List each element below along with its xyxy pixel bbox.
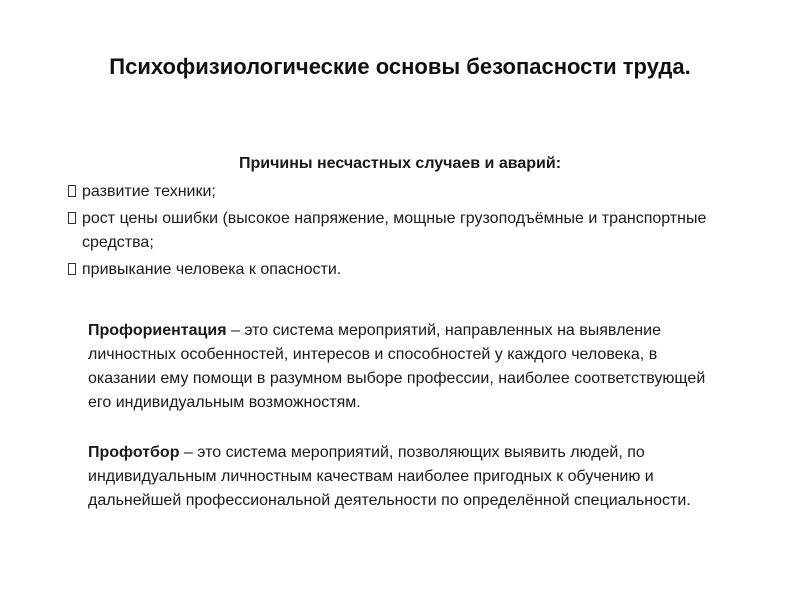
list-item-text: рост цены ошибки (высокое напряжение, мощные грузоподъёмные и транспортные средства; [82,210,707,251]
bullet-box-icon [68,263,76,275]
causes-heading: Причины несчастных случаев и аварий: [238,155,562,172]
definition-text: – это система мероприятий, позволяющих выявить людей, по индивидуальным личностным качествам наиболее пригодных к обучению и дальнейшей профессиональной деятельности по определённой специальности. [88,444,691,509]
bullet-box-icon [68,185,76,197]
list-item-text: привыкание человека к опасности. [82,261,342,278]
definition-term: Профориентация [88,322,227,339]
list-item [68,180,748,204]
definition-proforientation [88,319,728,415]
list-item-text: развитие техники; [82,183,216,200]
definition-text: – это система мероприятий, направленных на выявление личностных особенностей, интересов и способностей у каждого человека, в оказании ему помощи в разумном выборе профессии, наиболее соответствующей его индивидуальным возможностям. [88,322,706,411]
causes-list [68,180,748,285]
bullet-box-icon [68,212,76,224]
list-item [68,207,748,255]
definition-profselection [88,441,728,513]
list-item [68,258,748,282]
slide-title: Психофизиологические основы безопасности труда. [109,54,691,79]
definition-term: Профотбор [88,444,180,461]
